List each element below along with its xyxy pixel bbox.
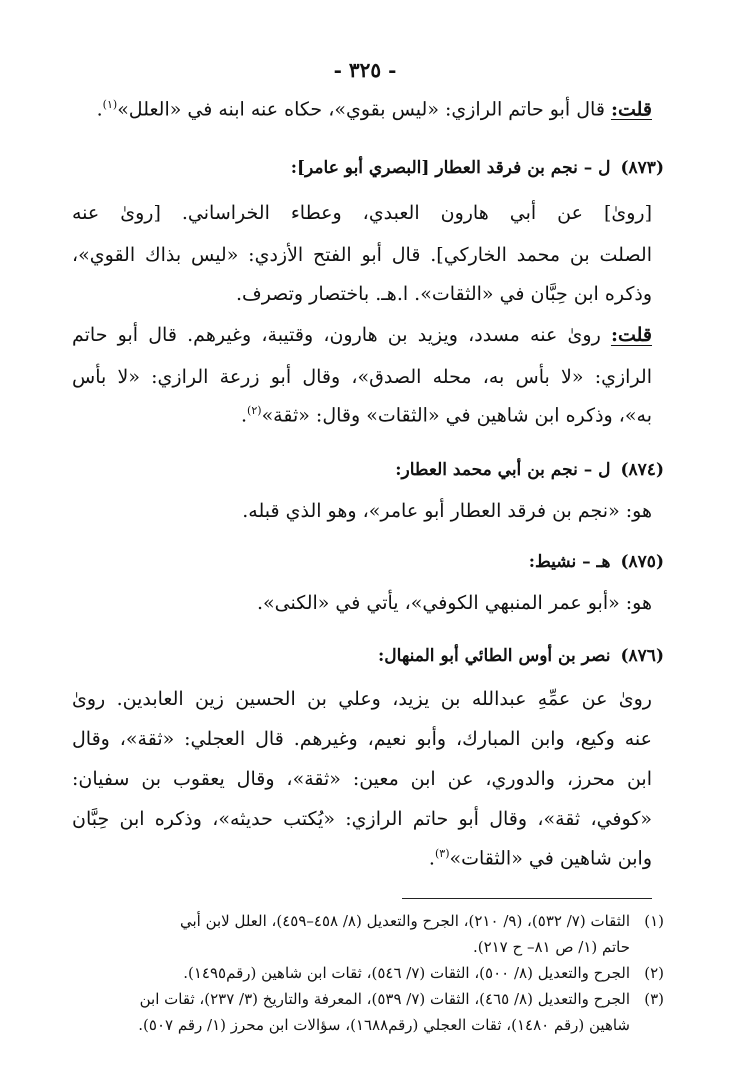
entry-note-line: به»، وذكره ابن شاهين في «الثقات» وقال: «ثقة»$^{(٢)}$. bbox=[241, 404, 652, 427]
entry-line: ابن محرز، والدوري، عن ابن معين: «ثقة»، وقال يعقوب بن سفيان: bbox=[72, 768, 652, 790]
entry-number: (٨٧٥) bbox=[620, 552, 664, 572]
footnote-ref: (٣) bbox=[434, 847, 450, 860]
entry-heading bbox=[72, 158, 664, 178]
entry-title: ل – نجم بن فرقد العطار [البصري أبو عامر]: bbox=[290, 158, 611, 178]
footnote-ref: (١) bbox=[102, 98, 118, 111]
footnote-number: (٣) bbox=[644, 990, 664, 1008]
note-label: قلت: bbox=[610, 324, 652, 346]
intro-note: قلت: قال أبو حاتم الرازي: «ليس بقوي»، حكاه عنه ابنه في «العلل»$^{(١)}$. bbox=[96, 98, 652, 121]
entry-line: عنه وكيع، وابن المبارك، وأبو نعيم، وغيرهم. قال العجلي: «ثقة»، وقال bbox=[72, 728, 652, 750]
entry-title: ل – نجم بن أبي محمد العطار: bbox=[395, 460, 611, 480]
entry-title: هـ – نشيط: bbox=[528, 552, 611, 572]
footnote-number: (١) bbox=[644, 912, 664, 930]
entry-number: (٨٧٣) bbox=[620, 158, 664, 178]
intro-note-label: قلت: bbox=[610, 98, 652, 121]
entry-line: وابن شاهين في «الثقات»$^{(٣)}$. bbox=[428, 847, 652, 870]
footnote-divider bbox=[402, 898, 652, 899]
entry-note-line: الرازي: «لا بأس به، محله الصدق»، وقال أبو زرعة الرازي: «لا بأس bbox=[72, 366, 652, 388]
entry-heading bbox=[72, 552, 664, 572]
entry-heading bbox=[72, 646, 664, 666]
entry-heading bbox=[72, 460, 664, 480]
footnote-line: حاتم (١/ ص ٨١– ح ٢١٧). bbox=[472, 938, 630, 956]
footnote: (٣)الجرح والتعديل (٨/ ٤٦٥)، الثقات (٧/ ٥٣٩)، المعرفة والتاريخ (٣/ ٢٣٧)، ثقات ابن bbox=[139, 990, 664, 1008]
entry-line: هو: «نجم بن فرقد العطار أبو عامر»، وهو الذي قبله. bbox=[242, 500, 652, 522]
footnote-number: (٢) bbox=[644, 964, 664, 982]
footnote-line: شاهين (رقم ١٤٨٠)، ثقات العجلي (رقم١٦٨٨)، سؤالات ابن محرز (١/ رقم ٥٠٧). bbox=[138, 1016, 630, 1034]
entry-line: [روىٰ] عن أبي هارون العبدي، وعطاء الخراساني. [روىٰ عنه bbox=[72, 202, 652, 224]
entry-line: روىٰ عن عمِّهِ عبدالله بن يزيد، وعلي بن الحسين زين العابدين. روىٰ bbox=[72, 688, 652, 710]
entry-number: (٨٧٤) bbox=[620, 460, 664, 480]
entry-line: الصلت بن محمد الخاركي]. قال أبو الفتح الأزدي: «ليس بذاك القوي»، bbox=[72, 244, 652, 266]
entry-line: هو: «أبو عمر المنبهي الكوفي»، يأتي في «الكنى». bbox=[256, 592, 652, 614]
entry-line: «كوفي، ثقة»، وقال أبو حاتم الرازي: «يُكتب حديثه»، وذكره ابن حِبَّان bbox=[72, 808, 652, 830]
entry-line: وذكره ابن حِبَّان في «الثقات». ا.هـ. باختصار وتصرف. bbox=[235, 283, 652, 305]
footnote-ref: (٢) bbox=[247, 404, 262, 417]
footnote: (٢)الجرح والتعديل (٨/ ٥٠٠)، الثقات (٧/ ٥٤٦)، ثقات ابن شاهين (رقم١٤٩٥). bbox=[183, 964, 664, 982]
entry-title: نصر بن أوس الطائي أبو المنهال: bbox=[378, 646, 611, 666]
intro-note-text: قال أبو حاتم الرازي: «ليس بقوي»، حكاه عنه ابنه في «العلل» bbox=[117, 98, 611, 121]
page-number: - ٣٢٥ - bbox=[333, 58, 397, 82]
entry-number: (٨٧٦) bbox=[620, 646, 664, 666]
entry-note-line: قلت: روىٰ عنه مسدد، ويزيد بن هارون، وقتيبة، وغيرهم. قال أبو حاتم bbox=[72, 324, 652, 346]
footnote: (١)الثقات (٧/ ٥٣٢)، (٩/ ٢١٠)، الجرح والتعديل (٨/ ٤٥٨–٤٥٩)، العلل لابن أبي bbox=[179, 912, 664, 930]
